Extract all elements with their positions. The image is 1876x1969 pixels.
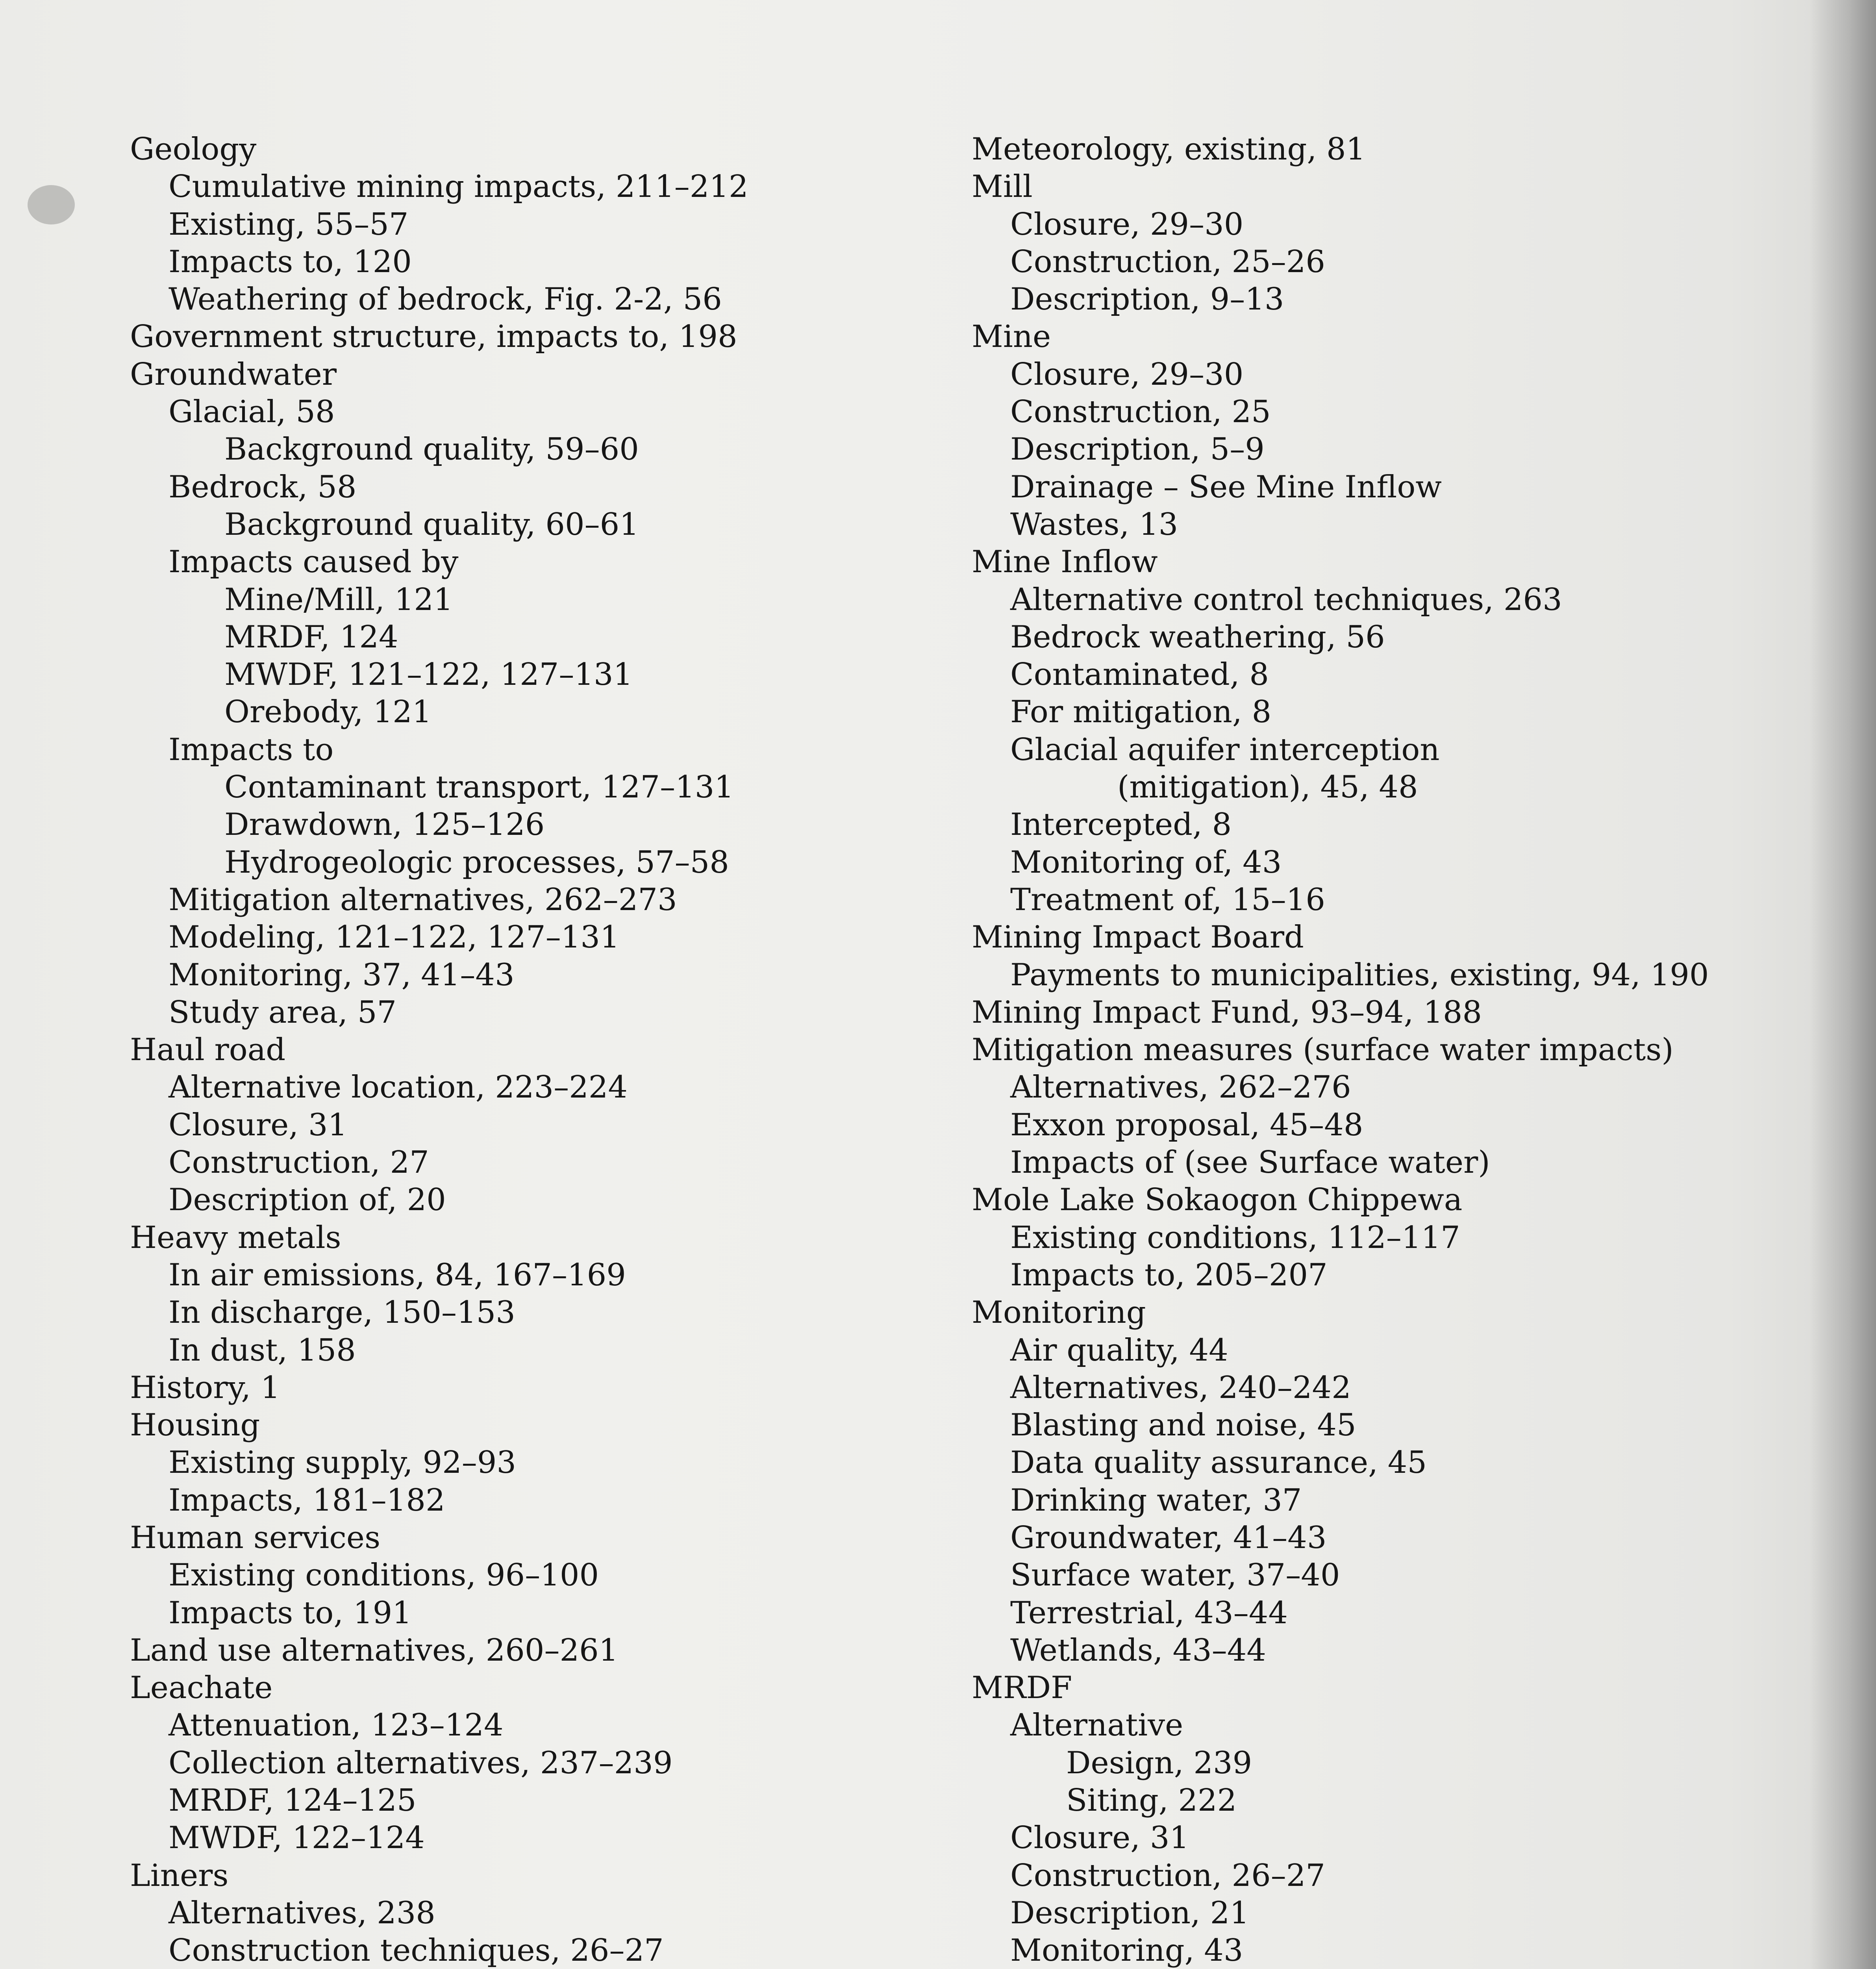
index-subentry: Terrestrial, 43–44 xyxy=(1010,1595,1288,1631)
index-subentry: Description, 9–13 xyxy=(1010,282,1284,317)
index-subentry: Existing supply, 92–93 xyxy=(169,1445,517,1481)
index-heading: Land use alternatives, 260–261 xyxy=(130,1632,619,1668)
index-heading: Heavy metals xyxy=(130,1220,341,1255)
index-subentry: Glacial aquifer interception xyxy=(1010,732,1440,768)
index-subentry: Monitoring, 37, 41–43 xyxy=(169,957,515,993)
index-subentry: Construction, 27 xyxy=(169,1145,429,1181)
index-subentry: Glacial, 58 xyxy=(169,394,335,430)
index-subentry: Background quality, 60–61 xyxy=(224,506,639,542)
index-subentry: Existing conditions, 96–100 xyxy=(169,1557,599,1593)
index-subentry: Impacts to xyxy=(169,732,334,768)
index-subentry: MWDF, 121–122, 127–131 xyxy=(224,657,633,693)
index-subentry: (mitigation), 45, 48 xyxy=(1117,769,1418,805)
index-subentry: Closure, 31 xyxy=(1010,1820,1189,1856)
index-subentry: Monitoring of, 43 xyxy=(1010,844,1282,880)
index-subentry: Cumulative mining impacts, 211–212 xyxy=(169,169,748,205)
index-subentry: Drawdown, 125–126 xyxy=(224,807,545,843)
index-subentry: Construction, 26–27 xyxy=(1010,1858,1326,1893)
index-heading: Groundwater xyxy=(130,356,337,392)
index-subentry: Background quality, 59–60 xyxy=(224,432,639,467)
index-subentry: Air quality, 44 xyxy=(1010,1332,1228,1368)
index-subentry: Modeling, 121–122, 127–131 xyxy=(169,920,620,955)
index-column-left xyxy=(130,131,1067,1969)
index-subentry: Groundwater, 41–43 xyxy=(1010,1520,1327,1556)
index-subentry: Mine/Mill, 121 xyxy=(224,582,453,617)
hole-punch-mark xyxy=(28,185,75,224)
index-subentry: Drainage – See Mine Inflow xyxy=(1010,469,1442,505)
index-subentry: Mitigation alternatives, 262–273 xyxy=(169,882,677,918)
index-subentry: Hydrogeologic processes, 57–58 xyxy=(224,844,729,880)
index-subentry: Alternatives, 240–242 xyxy=(1010,1370,1351,1405)
index-heading: Meteorology, existing, 81 xyxy=(972,132,1366,167)
index-heading: Mining Impact Fund, 93–94, 188 xyxy=(972,994,1482,1030)
index-subentry: Intercepted, 8 xyxy=(1010,807,1232,843)
index-heading: Human services xyxy=(130,1520,381,1556)
index-heading: Mining Impact Board xyxy=(972,920,1304,955)
index-subentry: Siting, 222 xyxy=(1066,1783,1237,1819)
index-subentry: In dust, 158 xyxy=(169,1332,356,1368)
index-heading: History, 1 xyxy=(130,1370,280,1405)
index-subentry: Blasting and noise, 45 xyxy=(1010,1407,1356,1443)
index-heading: Mill xyxy=(972,169,1033,205)
index-subentry: Design, 239 xyxy=(1066,1745,1252,1781)
index-subentry: Existing conditions, 112–117 xyxy=(1010,1220,1460,1255)
index-subentry: Treatment of, 15–16 xyxy=(1010,882,1325,918)
index-subentry: Impacts of (see Surface water) xyxy=(1010,1145,1490,1181)
index-subentry: Alternative xyxy=(1010,1708,1183,1743)
index-subentry: Impacts caused by xyxy=(169,544,459,580)
index-column-right xyxy=(972,131,1876,1969)
index-subentry: Construction techniques, 26–27 xyxy=(169,1933,664,1969)
index-subentry: Impacts to, 191 xyxy=(169,1595,412,1631)
index-subentry: In air emissions, 84, 167–169 xyxy=(169,1257,626,1293)
index-subentry: Exxon proposal, 45–48 xyxy=(1010,1107,1363,1143)
index-heading: MRDF xyxy=(972,1670,1072,1706)
index-subentry: MRDF, 124 xyxy=(224,619,398,655)
index-heading: Mine xyxy=(972,319,1051,355)
index-subentry: Description, 5–9 xyxy=(1010,432,1265,467)
index-subentry: Payments to municipalities, existing, 94, 190 xyxy=(1010,957,1709,993)
index-subentry: Collection alternatives, 237–239 xyxy=(169,1745,673,1781)
index-subentry: Description of, 20 xyxy=(169,1182,446,1218)
index-subentry: Description, 21 xyxy=(1010,1895,1249,1931)
index-subentry: Attenuation, 123–124 xyxy=(169,1708,504,1743)
index-subentry: MRDF, 124–125 xyxy=(169,1783,417,1819)
index-subentry: Bedrock weathering, 56 xyxy=(1010,619,1385,655)
index-subentry: In discharge, 150–153 xyxy=(169,1295,515,1331)
index-subentry: Monitoring, 43 xyxy=(1010,1933,1243,1969)
index-subentry: MWDF, 122–124 xyxy=(169,1820,425,1856)
index-subentry: Closure, 31 xyxy=(169,1107,348,1143)
index-subentry: Construction, 25–26 xyxy=(1010,244,1326,280)
index-subentry: Surface water, 37–40 xyxy=(1010,1557,1340,1593)
index-subentry: Alternatives, 238 xyxy=(169,1895,435,1931)
index-subentry: Alternatives, 262–276 xyxy=(1010,1070,1351,1105)
index-subentry: Data quality assurance, 45 xyxy=(1010,1445,1427,1481)
index-subentry: Construction, 25 xyxy=(1010,394,1271,430)
index-subentry: Closure, 29–30 xyxy=(1010,356,1244,392)
index-heading: Geology xyxy=(130,132,257,167)
index-heading: Mine Inflow xyxy=(972,544,1158,580)
index-subentry: Impacts to, 205–207 xyxy=(1010,1257,1328,1293)
index-heading: Haul road xyxy=(130,1032,286,1068)
index-heading: Government structure, impacts to, 198 xyxy=(130,319,737,355)
index-subentry: Contaminated, 8 xyxy=(1010,657,1269,693)
index-subentry: Alternative control techniques, 263 xyxy=(1010,582,1562,617)
index-subentry: Existing, 55–57 xyxy=(169,206,409,242)
index-subentry: Study area, 57 xyxy=(169,994,397,1030)
index-heading: Monitoring xyxy=(972,1295,1146,1331)
index-subentry: Alternative location, 223–224 xyxy=(169,1070,628,1105)
index-heading: Leachate xyxy=(130,1670,273,1706)
index-subentry: Weathering of bedrock, Fig. 2-2, 56 xyxy=(169,282,722,317)
index-subentry: Contaminant transport, 127–131 xyxy=(224,769,734,805)
index-subentry: Wastes, 13 xyxy=(1010,506,1178,542)
index-heading: Liners xyxy=(130,1858,229,1893)
index-subentry: Drinking water, 37 xyxy=(1010,1482,1302,1518)
index-subentry: Impacts, 181–182 xyxy=(169,1482,445,1518)
index-subentry: For mitigation, 8 xyxy=(1010,694,1272,730)
index-subentry: Orebody, 121 xyxy=(224,694,432,730)
index-subentry: Bedrock, 58 xyxy=(169,469,357,505)
index-subentry: Wetlands, 43–44 xyxy=(1010,1632,1267,1668)
index-subentry: Impacts to, 120 xyxy=(169,244,412,280)
index-heading: Mitigation measures (surface water impacts) xyxy=(972,1032,1674,1068)
index-heading: Mole Lake Sokaogon Chippewa xyxy=(972,1182,1463,1218)
index-heading: Housing xyxy=(130,1407,260,1443)
index-subentry: Closure, 29–30 xyxy=(1010,206,1244,242)
